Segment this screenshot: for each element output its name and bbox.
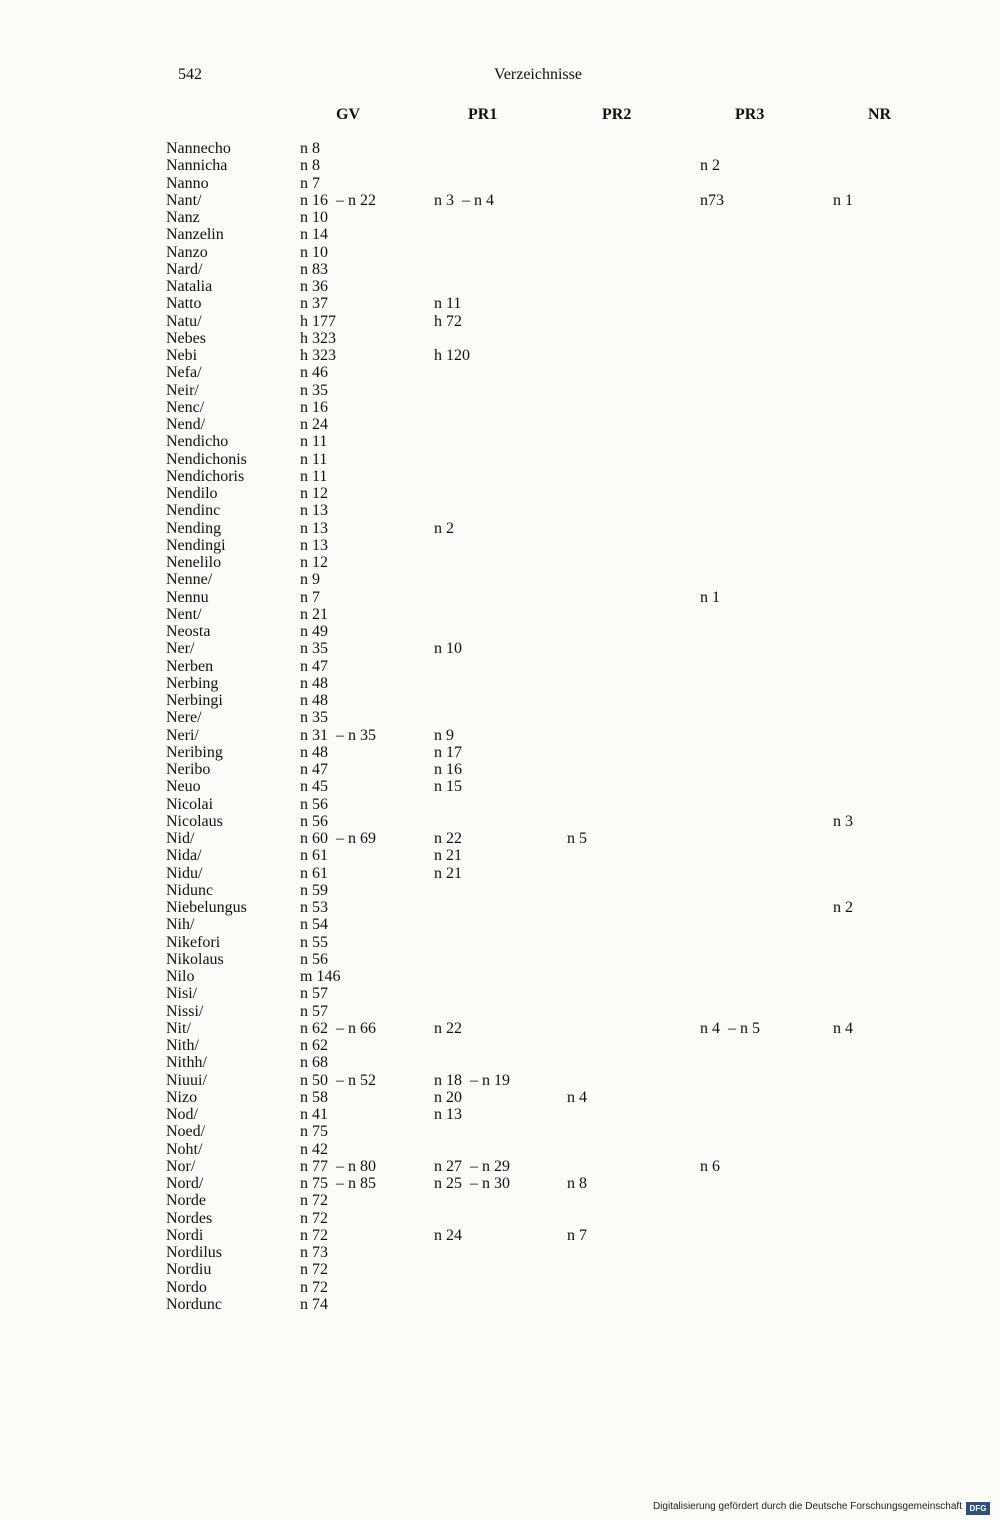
table-row	[0, 1296, 1000, 1313]
ref-gv: n 58	[300, 1088, 328, 1106]
entry-name: Nilo	[166, 968, 195, 985]
ref-gv: n 53	[300, 899, 328, 916]
ref-gv: n 42	[300, 1140, 328, 1158]
entry-name: Nod/	[166, 1106, 198, 1123]
entry-name: Nidu/	[166, 864, 203, 882]
ref-gv: m 146	[300, 968, 341, 985]
ref-gv: n 11	[300, 467, 328, 485]
entry-name: Nannecho	[166, 140, 231, 157]
table-row	[0, 1141, 1000, 1158]
ref-nr: n 3	[833, 812, 853, 830]
entry-name: Natto	[166, 295, 202, 313]
ref-pr1: n 9	[434, 726, 454, 744]
ref-gv: n 72	[300, 1226, 328, 1244]
entry-name: Nend/	[166, 416, 206, 433]
entry-name: Nere/	[166, 709, 202, 727]
table-row	[0, 537, 1000, 554]
entry-name: Nant/	[166, 191, 202, 209]
running-title: Verzeichnisse	[494, 66, 582, 83]
table-row	[0, 192, 1000, 209]
table-row	[0, 865, 1000, 882]
table-row	[0, 1244, 1000, 1261]
ref-gv: n 46	[300, 364, 328, 382]
ref-gv: n 48	[300, 674, 328, 692]
page-number: 542	[178, 66, 202, 83]
ref-gv: n 47	[300, 657, 328, 675]
entry-name: Nennu	[166, 588, 209, 606]
ref-pr1: n 10	[434, 640, 462, 658]
entry-name: Nanno	[166, 174, 209, 192]
entry-name: Nendinc	[166, 502, 221, 520]
table-row	[0, 1054, 1000, 1071]
table-row	[0, 399, 1000, 416]
ref-pr1: n 16	[434, 761, 462, 778]
ref-nr: n 4	[833, 1019, 853, 1037]
ref-gv: n 31 – n 35	[300, 726, 376, 744]
ref-pr1: h 72	[434, 312, 462, 330]
ref-gv: n 9	[300, 571, 320, 589]
ref-pr1: n 24	[434, 1226, 462, 1244]
entry-name: Nikefori	[166, 933, 221, 951]
table-row	[0, 985, 1000, 1002]
footer-credit: Digitalisierung gefördert durch die Deutsche Forschungsgemeinschaft	[652, 1501, 962, 1512]
entry-name: Nisi/	[166, 985, 198, 1003]
entry-name: Nith/	[166, 1037, 199, 1054]
ref-gv: n 13	[300, 536, 328, 554]
ref-gv: n 35	[300, 709, 328, 727]
entry-name: Nendicho	[166, 433, 229, 451]
ref-gv: n 45	[300, 778, 328, 796]
column-header-pr2: PR2	[602, 106, 632, 123]
table-row	[0, 1072, 1000, 1089]
table-row	[0, 278, 1000, 295]
ref-gv: n 62 – n 66	[300, 1019, 376, 1037]
table-row	[0, 209, 1000, 226]
ref-gv: n 68	[300, 1054, 328, 1072]
table-row	[0, 968, 1000, 985]
table-row	[0, 1210, 1000, 1227]
ref-pr1: n 2	[434, 519, 454, 537]
entry-name: Nikolaus	[166, 950, 224, 968]
entry-name: Neribing	[166, 743, 223, 761]
column-header-nr: NR	[868, 106, 892, 123]
ref-pr2: n 5	[567, 830, 587, 847]
dfg-logo-icon: DFG	[966, 1502, 990, 1515]
column-header-pr3: PR3	[735, 106, 765, 123]
ref-gv: n 10	[300, 243, 328, 261]
table-row	[0, 1227, 1000, 1244]
table-row	[0, 295, 1000, 312]
ref-gv: n 56	[300, 950, 328, 968]
table-row	[0, 675, 1000, 692]
table-row	[0, 1158, 1000, 1175]
entry-name: Nendichonis	[166, 450, 247, 468]
ref-gv: n 7	[300, 588, 320, 606]
entry-name: Noed/	[166, 1123, 206, 1141]
entry-name: Nordi	[166, 1226, 204, 1244]
ref-gv: n 12	[300, 485, 328, 502]
entry-name: Nordo	[166, 1278, 207, 1296]
entry-name: Nenne/	[166, 571, 213, 589]
ref-gv: n 54	[300, 916, 328, 934]
ref-gv: n 75	[300, 1123, 328, 1141]
entry-name: Nebes	[166, 329, 206, 347]
ref-gv: n 72	[300, 1278, 328, 1296]
table-row	[0, 571, 1000, 588]
table-row	[0, 589, 1000, 606]
ref-gv: n 61	[300, 847, 328, 865]
table-row	[0, 1106, 1000, 1123]
entry-name: Natu/	[166, 312, 202, 330]
entry-name: Nordilus	[166, 1244, 222, 1261]
ref-pr2: n 7	[567, 1226, 587, 1244]
ref-gv: n 55	[300, 933, 328, 951]
table-row	[0, 1037, 1000, 1054]
entry-name: Nanz	[166, 209, 200, 226]
ref-gv: n 8	[300, 157, 320, 175]
table-row	[0, 709, 1000, 726]
ref-gv: n 72	[300, 1209, 328, 1227]
entry-name: Neir/	[166, 381, 199, 399]
ref-pr1: n 13	[434, 1106, 462, 1123]
entry-name: Nendilo	[166, 485, 218, 502]
table-row	[0, 313, 1000, 330]
ref-gv: n 21	[300, 605, 328, 623]
table-row	[0, 244, 1000, 261]
table-row	[0, 364, 1000, 381]
entry-name: Neuo	[166, 778, 201, 796]
table-row	[0, 847, 1000, 864]
ref-gv: n 75 – n 85	[300, 1175, 376, 1192]
ref-pr3: n 4 – n 5	[700, 1019, 760, 1037]
entry-name: Nenc/	[166, 398, 205, 416]
entry-name: Nissi/	[166, 1002, 204, 1020]
table-row	[0, 382, 1000, 399]
ref-pr1: n 3 – n 4	[434, 191, 494, 209]
entry-name: Niuui/	[166, 1071, 207, 1089]
table-row	[0, 140, 1000, 157]
ref-gv: n 48	[300, 692, 328, 709]
table-row	[0, 813, 1000, 830]
entry-name: Nendichoris	[166, 467, 245, 485]
ref-gv: n 72	[300, 1192, 328, 1210]
table-row	[0, 623, 1000, 640]
ref-gv: n 57	[300, 985, 328, 1003]
entry-name: Nerbingi	[166, 692, 223, 709]
table-row	[0, 727, 1000, 744]
table-row	[0, 451, 1000, 468]
ref-pr3: n 6	[700, 1157, 720, 1175]
ref-gv: n 62	[300, 1037, 328, 1054]
entry-name: Nanzo	[166, 243, 208, 261]
ref-pr1: n 21	[434, 847, 462, 865]
ref-gv: h 177	[300, 312, 336, 330]
ref-gv: n 12	[300, 554, 328, 571]
table-row	[0, 157, 1000, 174]
entry-name: Neribo	[166, 761, 211, 778]
table-row	[0, 468, 1000, 485]
ref-gv: n 72	[300, 1261, 328, 1279]
entry-name: Nizo	[166, 1088, 198, 1106]
table-row	[0, 778, 1000, 795]
entry-name: Nor/	[166, 1157, 196, 1175]
ref-gv: n 77 – n 80	[300, 1157, 376, 1175]
table-row	[0, 899, 1000, 916]
table-row	[0, 796, 1000, 813]
table-row	[0, 416, 1000, 433]
table-row	[0, 520, 1000, 537]
entry-name: Noht/	[166, 1140, 203, 1158]
entry-name: Niebelungus	[166, 899, 247, 916]
ref-gv: n 11	[300, 433, 328, 451]
entry-name: Nida/	[166, 847, 202, 865]
entry-name: Nanzelin	[166, 226, 224, 244]
ref-gv: n 50 – n 52	[300, 1071, 376, 1089]
table-row	[0, 744, 1000, 761]
entry-name: Nicolaus	[166, 812, 223, 830]
entry-name: Nidunc	[166, 881, 214, 899]
ref-pr2: n 8	[567, 1175, 587, 1192]
table-row	[0, 1123, 1000, 1140]
entry-name: Natalia	[166, 278, 213, 295]
entry-name: Nent/	[166, 605, 202, 623]
ref-gv: n 24	[300, 416, 328, 433]
entry-name: Nordes	[166, 1209, 213, 1227]
entry-name: Nerben	[166, 657, 214, 675]
table-row	[0, 1279, 1000, 1296]
table-row	[0, 761, 1000, 778]
entry-name: Ner/	[166, 640, 195, 658]
entry-name: Nendingi	[166, 536, 226, 554]
table-row	[0, 175, 1000, 192]
table-row	[0, 1192, 1000, 1209]
table-row	[0, 554, 1000, 571]
table-row	[0, 1020, 1000, 1037]
entry-name: Neri/	[166, 726, 199, 744]
entry-name: Norde	[166, 1192, 206, 1210]
ref-gv: h 323	[300, 347, 336, 364]
ref-pr3: n 2	[700, 157, 720, 175]
table-row	[0, 485, 1000, 502]
entry-name: Nerbing	[166, 674, 219, 692]
table-row	[0, 934, 1000, 951]
entry-name: Nit/	[166, 1019, 191, 1037]
ref-pr3: n 1	[700, 588, 720, 606]
entry-name: Nordunc	[166, 1295, 222, 1313]
ref-gv: n 48	[300, 743, 328, 761]
ref-pr1: n 25 – n 30	[434, 1175, 510, 1192]
ref-pr1: n 11	[434, 295, 462, 313]
table-row	[0, 261, 1000, 278]
entry-name: Neosta	[166, 623, 211, 640]
ref-gv: h 323	[300, 329, 336, 347]
ref-gv: n 16	[300, 398, 328, 416]
table-row	[0, 658, 1000, 675]
ref-pr1: n 27 – n 29	[434, 1157, 510, 1175]
entry-name: Nannicha	[166, 157, 228, 175]
ref-gv: n 37	[300, 295, 328, 313]
table-row	[0, 692, 1000, 709]
entry-name: Nord/	[166, 1175, 204, 1192]
table-row	[0, 1003, 1000, 1020]
ref-gv: n 13	[300, 502, 328, 520]
ref-pr1: n 18 – n 19	[434, 1071, 510, 1089]
ref-gv: n 11	[300, 450, 328, 468]
table-row	[0, 640, 1000, 657]
table-row	[0, 830, 1000, 847]
ref-pr1: n 22	[434, 830, 462, 847]
table-row	[0, 502, 1000, 519]
table-row	[0, 1175, 1000, 1192]
ref-gv: n 74	[300, 1295, 328, 1313]
ref-nr: n 1	[833, 191, 853, 209]
column-header-pr1: PR1	[468, 106, 498, 123]
entry-name: Nih/	[166, 916, 195, 934]
entry-name: Nicolai	[166, 795, 214, 813]
ref-gv: n 57	[300, 1002, 328, 1020]
ref-pr1: n 21	[434, 864, 462, 882]
ref-nr: n 2	[833, 899, 853, 916]
entry-name: Nard/	[166, 260, 203, 278]
ref-gv: n 7	[300, 174, 320, 192]
ref-pr3: n73	[700, 191, 724, 209]
ref-pr1: n 22	[434, 1019, 462, 1037]
table-row	[0, 606, 1000, 623]
index-table	[0, 140, 1000, 1313]
entry-name: Nithh/	[166, 1054, 207, 1072]
ref-gv: n 56	[300, 795, 328, 813]
ref-gv: n 14	[300, 226, 328, 244]
table-row	[0, 951, 1000, 968]
entry-name: Nid/	[166, 830, 195, 847]
ref-gv: n 16 – n 22	[300, 191, 376, 209]
ref-gv: n 47	[300, 761, 328, 778]
table-row	[0, 1089, 1000, 1106]
ref-pr1: h 120	[434, 347, 470, 364]
ref-gv: n 56	[300, 812, 328, 830]
entry-name: Nordiu	[166, 1261, 212, 1279]
entry-name: Nefa/	[166, 364, 202, 382]
ref-gv: n 61	[300, 864, 328, 882]
ref-gv: n 35	[300, 640, 328, 658]
table-row	[0, 347, 1000, 364]
ref-gv: n 36	[300, 278, 328, 295]
ref-gv: n 41	[300, 1106, 328, 1123]
ref-gv: n 49	[300, 623, 328, 640]
table-row	[0, 1261, 1000, 1278]
ref-pr1: n 20	[434, 1088, 462, 1106]
column-header-gv: GV	[336, 106, 360, 123]
table-row	[0, 882, 1000, 899]
ref-gv: n 13	[300, 519, 328, 537]
entry-name: Nebi	[166, 347, 198, 364]
table-row	[0, 433, 1000, 450]
table-row	[0, 226, 1000, 243]
ref-gv: n 8	[300, 140, 320, 157]
ref-pr1: n 17	[434, 743, 462, 761]
ref-gv: n 60 – n 69	[300, 830, 376, 847]
table-row	[0, 916, 1000, 933]
ref-pr2: n 4	[567, 1088, 587, 1106]
ref-pr1: n 15	[434, 778, 462, 796]
entry-name: Nenelilo	[166, 554, 222, 571]
ref-gv: n 83	[300, 260, 328, 278]
entry-name: Nending	[166, 519, 222, 537]
ref-gv: n 10	[300, 209, 328, 226]
ref-gv: n 35	[300, 381, 328, 399]
ref-gv: n 73	[300, 1244, 328, 1261]
table-row	[0, 330, 1000, 347]
ref-gv: n 59	[300, 881, 328, 899]
